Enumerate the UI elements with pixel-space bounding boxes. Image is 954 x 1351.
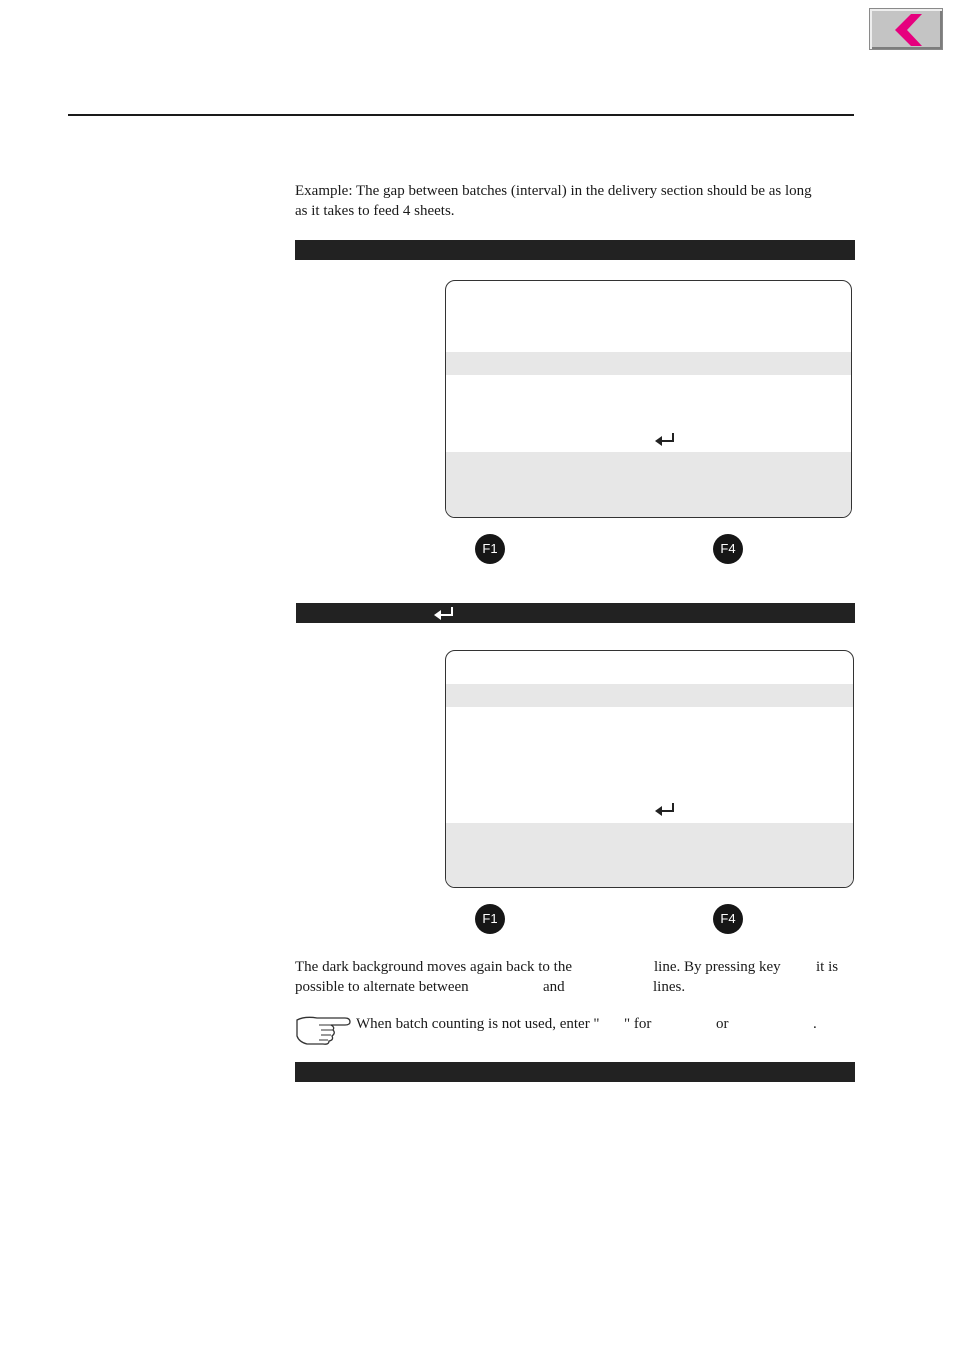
note-text: " for — [624, 1016, 652, 1032]
enter-key-icon — [654, 802, 676, 816]
intro-line-1: Example: The gap between batches (interval) in the delivery section should be as long — [295, 183, 812, 199]
f1-key[interactable]: F1 — [475, 534, 505, 564]
softkey-area — [446, 823, 853, 888]
intro-line-2: as it takes to feed 4 sheets. — [295, 203, 455, 219]
enter-key-icon — [654, 432, 676, 446]
selected-line-highlight — [446, 684, 853, 707]
body-text: The dark background moves again back to the — [295, 959, 572, 975]
body-text: possible to alternate between — [295, 979, 469, 995]
note-text: When batch counting is not used, enter " — [356, 1016, 600, 1032]
body-text: lines. — [653, 979, 686, 995]
body-text: it is — [816, 959, 839, 975]
body-text: and — [543, 979, 565, 995]
f1-key[interactable]: F1 — [475, 904, 505, 934]
f4-key[interactable]: F4 — [713, 534, 743, 564]
enter-key-icon — [433, 606, 455, 620]
selected-line-highlight — [446, 352, 851, 375]
pointing-hand-icon — [295, 1014, 353, 1046]
chevron-left-icon — [892, 14, 922, 46]
body-text: line. By pressing key — [654, 959, 781, 975]
step-bar-1 — [295, 240, 855, 260]
note-text: or — [716, 1016, 729, 1032]
softkey-area — [446, 452, 851, 518]
step-bar-2 — [296, 603, 855, 623]
note-text: . — [813, 1016, 817, 1032]
step-bar-3 — [295, 1062, 855, 1082]
f4-key[interactable]: F4 — [713, 904, 743, 934]
display-panel-2 — [445, 650, 854, 888]
display-panel-1 — [445, 280, 852, 518]
back-button[interactable] — [869, 8, 943, 50]
header-rule — [68, 114, 854, 116]
